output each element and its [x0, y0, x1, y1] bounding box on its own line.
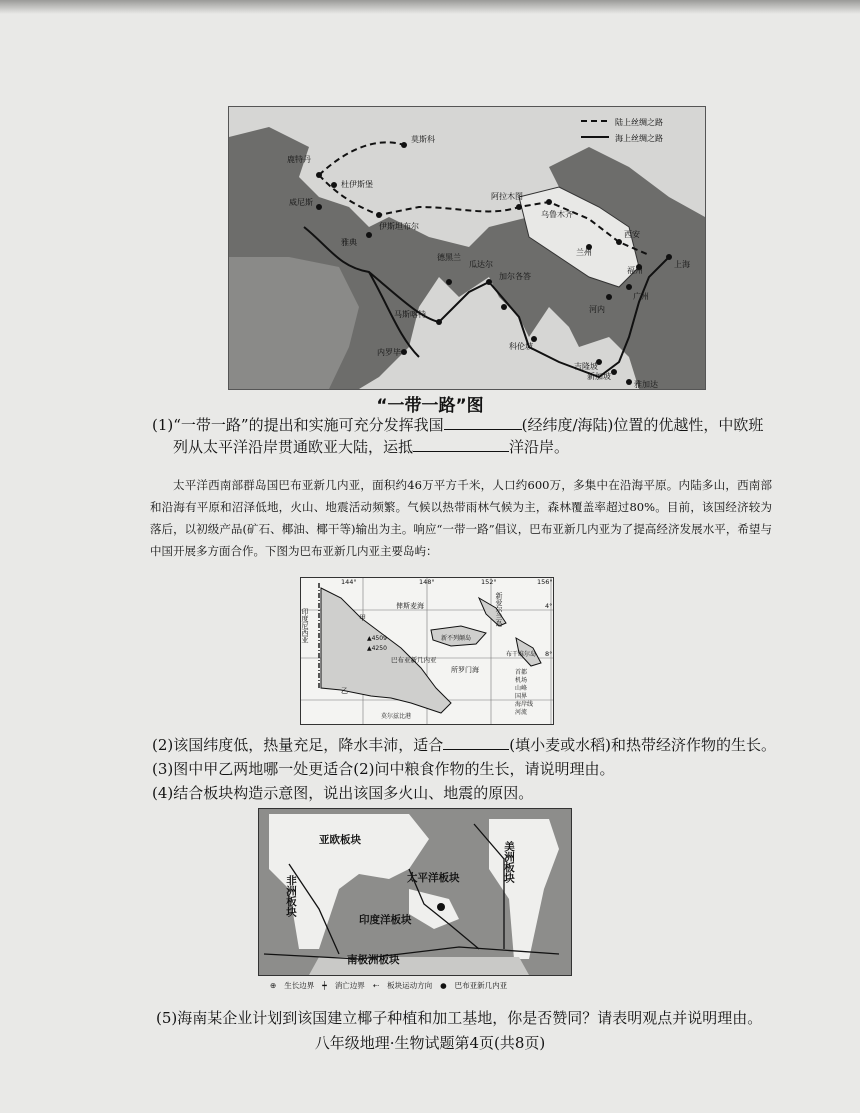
- map2-label: 甲: [359, 614, 366, 622]
- legend-land-route: 陆上丝绸之路: [615, 118, 663, 127]
- place-label: 雅加达: [634, 380, 658, 389]
- map1-caption: “一带一路”图: [376, 396, 484, 416]
- q1-line2: 列从太平洋沿岸贯通欧亚大陆，运抵 洋沿岸。: [173, 438, 570, 456]
- place-label: 杜伊斯堡: [341, 180, 373, 189]
- legend-trench-icon: ┿: [322, 981, 327, 990]
- map2-label: 印度尼西亚: [301, 608, 309, 643]
- map2-legend-item: 海岸线: [515, 701, 534, 708]
- png-islands-map: [300, 577, 554, 725]
- place-label: 鹿特丹: [287, 155, 311, 164]
- legend-sea-route: 海上丝绸之路: [615, 134, 663, 143]
- map2-legend-item: 山峰: [515, 685, 528, 692]
- question-4: (4)结合板块构造示意图，说出该国多火山、地震的原因。: [152, 784, 534, 802]
- lat-label: 8°: [545, 650, 553, 658]
- place-label: 德黑兰: [437, 253, 461, 262]
- map2-label: 巴布亚新几内亚: [391, 656, 437, 664]
- belt-road-map: [228, 106, 706, 390]
- place-label: 伊斯坦布尔: [379, 222, 419, 231]
- lon-label: 156°: [537, 578, 553, 586]
- map2-label: 乙: [341, 687, 348, 695]
- legend-item: 生长边界: [284, 981, 315, 990]
- legend-dot-icon: ●: [440, 981, 447, 990]
- map2-label: 新不列颠岛: [441, 635, 472, 642]
- page-footer: 八年级地理·生物试题第4页(共8页): [314, 1034, 546, 1052]
- map2-legend-item: 河流: [515, 709, 528, 716]
- place-label: 兰州: [576, 248, 592, 257]
- place-label: 科伦坡: [509, 342, 533, 351]
- plate-label: 太平洋板块: [407, 872, 460, 884]
- map2-label: ▲4250: [367, 645, 387, 652]
- answer-blank[interactable]: [443, 734, 509, 750]
- map2-label: 新爱尔兰岛: [495, 592, 503, 627]
- map2-legend-item: 机场: [515, 677, 528, 684]
- lon-label: 152°: [481, 578, 497, 586]
- map2-label: ▲4509: [367, 635, 387, 642]
- map2-label: 布干维尔岛: [506, 651, 537, 658]
- place-label: 西安: [624, 230, 640, 239]
- place-label: 威尼斯: [289, 198, 313, 207]
- place-label: 加尔各答: [499, 272, 531, 281]
- q1-line1: (1)“一带一路”的提出和实施可充分发挥我国 (经纬度/海陆)位置的优越性，中欧班: [152, 416, 764, 434]
- legend-item: 板块运动方向: [387, 981, 433, 990]
- place-label: 吉隆坡: [574, 362, 598, 371]
- passage: 太平洋西南部群岛国巴布亚新几内亚，面积约46万平方千米，人口约600万，多集中在沿海平原。内陆多山，西南部和沿海有平原和沼泽低地，火山、地震活动频繁。气候以热带雨林气候为主，森林覆盖率超过80%。目前，该国经济较为落后，以初级产品(矿石、椰油、椰干等)输出为主。响应“一带一路”倡议，巴布亚新几内亚为了提高经济发展水平，希望与中国开展多方面合作。下图为巴布亚新几内亚主要岛屿：: [150, 478, 772, 558]
- legend-ridge-icon: ⊕: [270, 981, 277, 990]
- place-label: 福州: [627, 266, 643, 275]
- plate-label: 美洲板块: [503, 841, 515, 883]
- lon-label: 148°: [419, 578, 435, 586]
- plate-tectonics-map: [258, 808, 572, 976]
- question-2: (2)该国纬度低，热量充足，降水丰沛，适合 (填小麦或水稻)和热带经济作物的生长。: [152, 736, 776, 754]
- plate-label: 南极洲板块: [347, 954, 400, 966]
- place-label: 内罗毕: [377, 348, 401, 357]
- map2-label: 俾斯麦海: [396, 602, 424, 610]
- place-label: 上海: [674, 260, 690, 269]
- map2-label: 所罗门海: [451, 666, 479, 674]
- plate-label: 印度洋板块: [359, 914, 412, 926]
- place-label: 广州: [633, 292, 649, 301]
- question-1: [152, 414, 792, 458]
- answer-blank[interactable]: [413, 436, 509, 452]
- legend-arrow-icon: ⇠: [372, 981, 380, 990]
- place-label: 雅典: [341, 238, 357, 247]
- scan-shadow: [0, 0, 860, 14]
- place-label: 乌鲁木齐: [541, 210, 573, 219]
- map2-label: 莫尔兹比港: [381, 713, 412, 720]
- place-label: 河内: [589, 305, 605, 314]
- lon-label: 144°: [341, 578, 357, 586]
- plate-label: 非洲板块: [285, 875, 297, 917]
- place-label: 阿拉木图: [491, 192, 523, 201]
- legend-item: 消亡边界: [334, 981, 365, 990]
- lat-label: 4°: [545, 602, 553, 610]
- place-label: 新加坡: [587, 372, 611, 381]
- plate-label: 亚欧板块: [319, 834, 361, 846]
- plate-legend: [270, 980, 570, 991]
- question-3: (3)图中甲乙两地哪一处更适合(2)问中粮食作物的生长，请说明理由。: [152, 760, 615, 778]
- answer-blank[interactable]: [444, 414, 522, 430]
- place-label: 瓜达尔: [469, 260, 493, 269]
- place-label: 莫斯科: [411, 135, 435, 144]
- map2-legend-item: 首都: [515, 669, 528, 676]
- place-label: 马斯喀特: [394, 310, 426, 319]
- map2-legend-item: 国界: [515, 693, 528, 700]
- legend-item: 巴布亚新几内亚: [454, 981, 508, 990]
- question-5: (5)海南某企业计划到该国建立椰子种植和加工基地，你是否赞同？请表明观点并说明理由。: [156, 1009, 763, 1027]
